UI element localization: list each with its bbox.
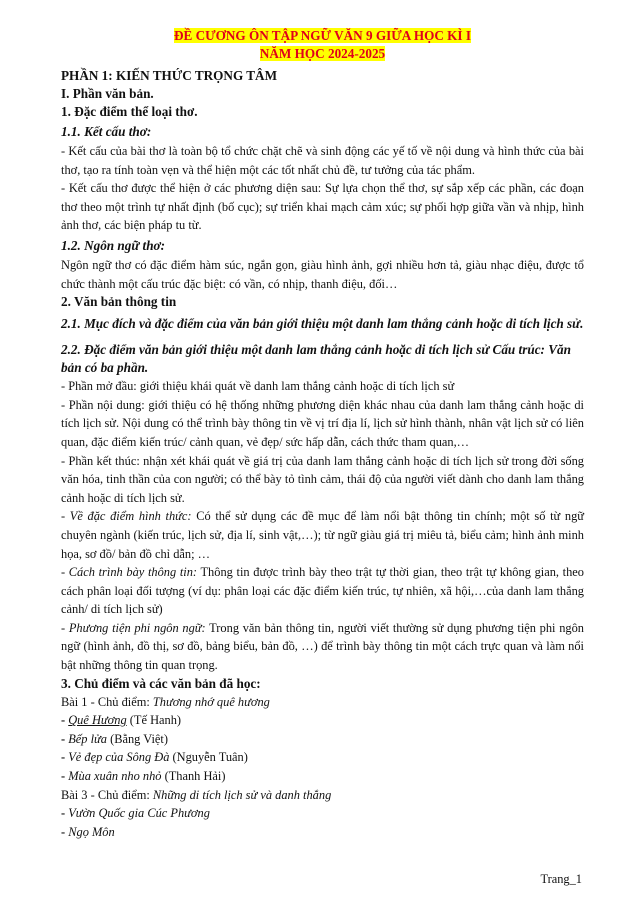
page-number: Trang_1 bbox=[540, 872, 582, 886]
paragraph: - Kết cấu thơ được thể hiện ở các phương diện sau: Sự lựa chọn thể thơ, sự sắp xếp các phần, các đoạn thơ theo một trình tự nhất định (bố cục); sự triển khai mạch cảm xúc; sự phối hợp giữa vần và nhịp, hình ảnh thơ, các biện pháp tu từ. bbox=[61, 181, 584, 233]
list-item: - Vẻ đẹp của Sông Đà (Nguyễn Tuân) bbox=[61, 750, 248, 765]
subsection-heading: 3. Chủ điểm và các văn bản đã học: bbox=[61, 675, 261, 691]
paragraph: Ngôn ngữ thơ có đặc điểm hàm súc, ngắn gọn, giàu hình ảnh, gợi nhiều hơn tả, giàu nhạc điệu, được tổ chức thành một cấu trúc đặc biệt: có vần, có nhịp, thanh điệu, đối… bbox=[61, 257, 584, 291]
subsection-heading: 1. Đặc điểm thể loại thơ. bbox=[61, 104, 198, 119]
paragraph: - Cách trình bày thông tin: Thông tin được trình bày theo trật tự thời gian, theo trật tự không gian, theo cách phân loại đối tượng (ví dụ: phân loại các đặc điểm kiến trúc, tự nhiên, xã hội,…của danh lam thắng cảnh/ di tích lịch sử) bbox=[61, 565, 584, 617]
paragraph: - Phần nội dung: giới thiệu có hệ thống những phương diện khác nhau của danh lam thắng cảnh hoặc di tích lịch sử. Nội dung có thể trình bày thông tin về vị trí địa lí, lịch sử hình thành, nhân vật lịch sử có liên quan, đặc điểm kiến trúc/ cảnh quan, vẻ đẹp/ sức hấp dẫn, cách thức tham quan,… bbox=[61, 397, 584, 449]
document-title: ĐỀ CƯƠNG ÔN TẬP NGỮ VĂN 9 GIỮA HỌC KÌ I bbox=[174, 28, 471, 43]
section-heading: I. Phần văn bản. bbox=[61, 86, 154, 101]
paragraph: - Phương tiện phi ngôn ngữ: Trong văn bản thông tin, người viết thường sử dụng phương tiện phi ngôn ngữ (hình ảnh, đồ thị, sơ đồ, bảng biểu, bản đồ, …) để trình bày thông tin một cách trực quan và làm nổi bật những thông tin quan trọng. bbox=[61, 620, 584, 673]
list-item: - Mùa xuân nho nhỏ (Thanh Hải) bbox=[61, 769, 226, 784]
list-item: - Bếp lửa (Bằng Việt) bbox=[61, 731, 168, 746]
paragraph: - Phần kết thúc: nhận xét khái quát về giá trị của danh lam thắng cảnh hoặc di tích lịch sử trong đời sống văn hóa, tinh thần của con người; có thể bày tỏ tình cảm, thái độ của người viết dành cho danh lam thắng cảnh hoặc di tích lịch sử. bbox=[61, 453, 584, 505]
school-year: NĂM HỌC 2024-2025 bbox=[259, 46, 386, 61]
lesson-line: Bài 1 - Chủ điểm: Thương nhớ quê hương bbox=[61, 694, 270, 709]
paragraph: - Phần mở đầu: giới thiệu khái quát về danh lam thắng cảnh hoặc di tích lịch sử bbox=[61, 379, 455, 394]
lesson-line: Bài 3 - Chủ điểm: Những di tích lịch sử và danh thắng bbox=[61, 787, 332, 802]
list-item: - Vườn Quốc gia Cúc Phương bbox=[61, 806, 210, 821]
part-heading: PHẦN 1: KIẾN THỨC TRỌNG TÂM bbox=[61, 68, 278, 83]
document-body bbox=[61, 27, 584, 841]
paragraph: - Kết cấu của bài thơ là toàn bộ tổ chức chặt chẽ và sinh động các yế tố về nội dung và hình thức của bài thơ, tạo ra tính toàn vẹn và thể hiện một các tốt nhất chủ đề, tư tưởng của tác phẩm. bbox=[61, 144, 584, 177]
subsubsection-heading: 2.2. Đặc điểm văn bản giới thiệu một danh lam thắng cảnh hoặc di tích lịch sử Cấu trúc: Văn bản có ba phần. bbox=[61, 342, 571, 376]
subsubsection-heading: 1.1. Kết cấu thơ: bbox=[61, 124, 152, 139]
subsection-heading: 2. Văn bản thông tin bbox=[61, 294, 177, 310]
list-item: - Ngọ Môn bbox=[61, 824, 115, 839]
paragraph: - Về đặc điểm hình thức: Có thể sử dụng các đề mục để làm nổi bật thông tin chính; một số từ ngữ chuyên ngành (kiến trúc, lịch sử, địa lí, sinh vật,…); từ ngữ giàu giá trị miêu tả, biểu cảm; hình ảnh minh họa, sơ đồ/ bản đồ chỉ dẫn; … bbox=[61, 509, 584, 561]
subsubsection-heading: 1.2. Ngôn ngữ thơ: bbox=[61, 237, 166, 253]
list-item: - Quê Hương (Tế Hanh) bbox=[61, 713, 182, 728]
subsubsection-heading: 2.1. Mục đích và đặc điểm của văn bản giới thiệu một danh lam thắng cảnh hoặc di tích lịch sử. bbox=[61, 316, 584, 332]
